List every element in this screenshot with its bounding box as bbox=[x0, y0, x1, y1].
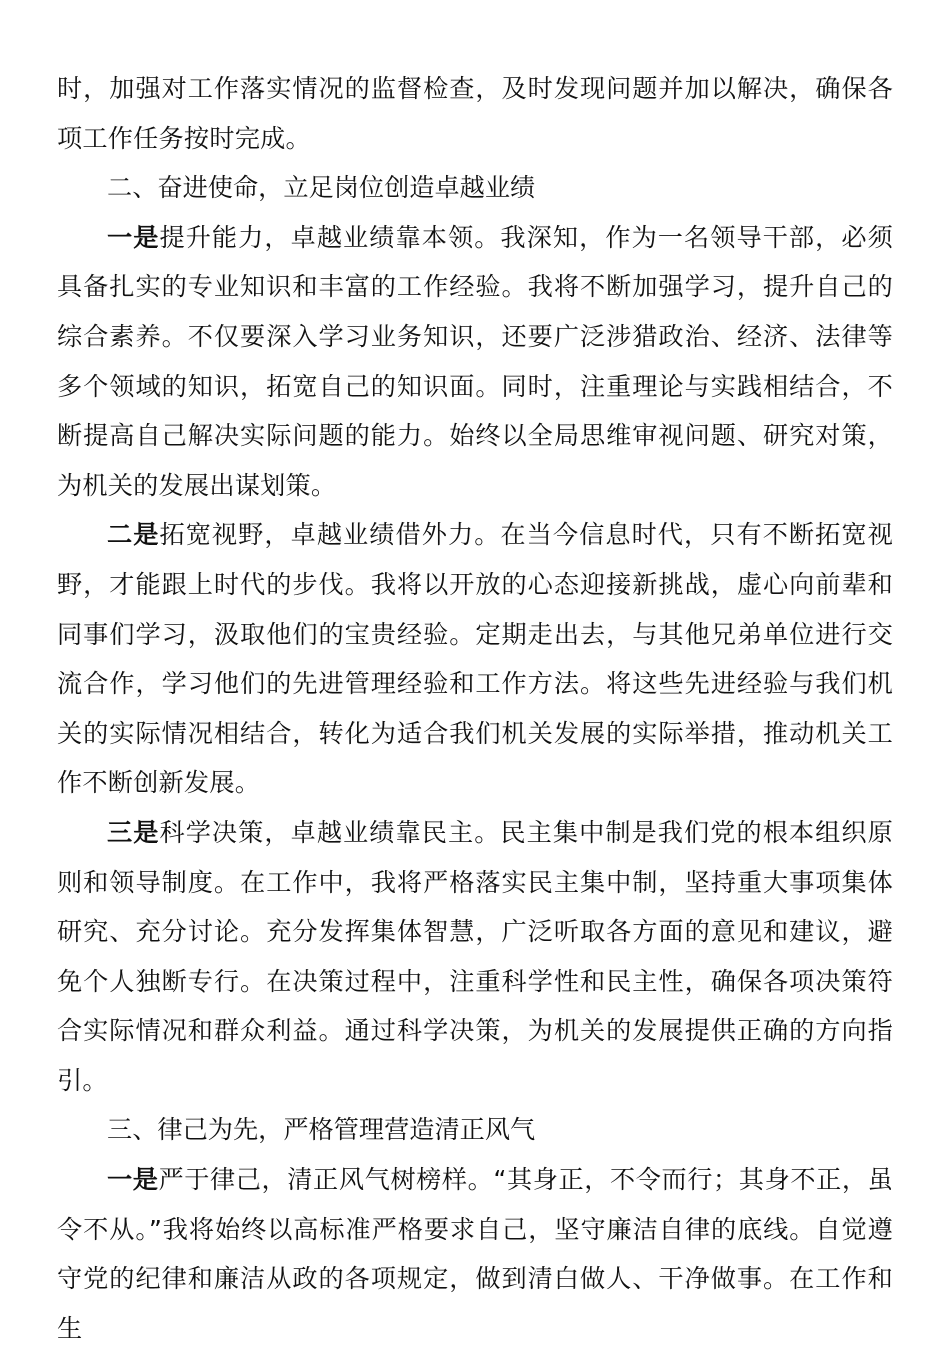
paragraph-lead: 二是 bbox=[107, 520, 160, 550]
heading-text: 二、奋进使命，立足岗位创造卓越业绩 bbox=[107, 173, 536, 203]
section-heading-2 bbox=[57, 163, 893, 213]
paragraph-text: 拓宽视野，卓越业绩借外力。在当今信息时代，只有不断拓宽视野，才能跟上时代的步伐。我将以开放的心态迎接新挑战，虚心向前辈和同事们学习，汲取他们的宝贵经验。定期走出去，与其他兄弟单位进行交流合作，学习他们的先进管理经验和工作方法。将这些先进经验与我们机关的实际情况相结合，转化为适合我们机关发展的实际举措，推动机关工作不断创新发展。 bbox=[57, 520, 893, 798]
document-page bbox=[57, 64, 893, 1353]
paragraph-lead: 一是 bbox=[107, 222, 160, 252]
paragraph-text: 科学决策，卓越业绩靠民主。民主集中制是我们党的根本组织原则和领导制度。在工作中，我将严格落实民主集中制，坚持重大事项集体研究、充分讨论。充分发挥集体智慧，广泛听取各方面的意见和建议，避免个人独断专行。在决策过程中，注重科学性和民主性，确保各项决策符合实际情况和群众利益。通过科学决策，为机关的发展提供正确的方向指引。 bbox=[57, 817, 893, 1095]
paragraph-point-1 bbox=[57, 213, 893, 511]
paragraph-point-1-section-3 bbox=[57, 1155, 893, 1353]
section-heading-3 bbox=[57, 1105, 893, 1155]
paragraph-text: 提升能力，卓越业绩靠本领。我深知，作为一名领导干部，必须具备扎实的专业知识和丰富的工作经验。我将不断加强学习，提升自己的综合素养。不仅要深入学习业务知识，还要广泛涉猎政治、经济、法律等多个领域的知识，拓宽自己的知识面。同时，注重理论与实践相结合，不断提高自己解决实际问题的能力。始终以全局思维审视问题、研究对策，为机关的发展出谋划策。 bbox=[57, 222, 893, 500]
paragraph-text: 时，加强对工作落实情况的监督检查，及时发现问题并加以解决，确保各项工作任务按时完成。 bbox=[57, 74, 893, 153]
heading-text: 三、律己为先，严格管理营造清正风气 bbox=[107, 1115, 536, 1145]
paragraph-text: 严于律己，清正风气树榜样。“其身正，不令而行；其身不正，虽令不从。”我将始终以高标准严格要求自己，坚守廉洁自律的底线。自觉遵守党的纪律和廉洁从政的各项规定，做到清白做人、干净做事。在工作和生 bbox=[57, 1165, 893, 1343]
paragraph-point-2 bbox=[57, 510, 893, 808]
paragraph-lead: 一是 bbox=[107, 1165, 159, 1195]
paragraph-point-3 bbox=[57, 808, 893, 1106]
paragraph-lead: 三是 bbox=[107, 817, 160, 847]
paragraph-continuation bbox=[57, 64, 893, 163]
